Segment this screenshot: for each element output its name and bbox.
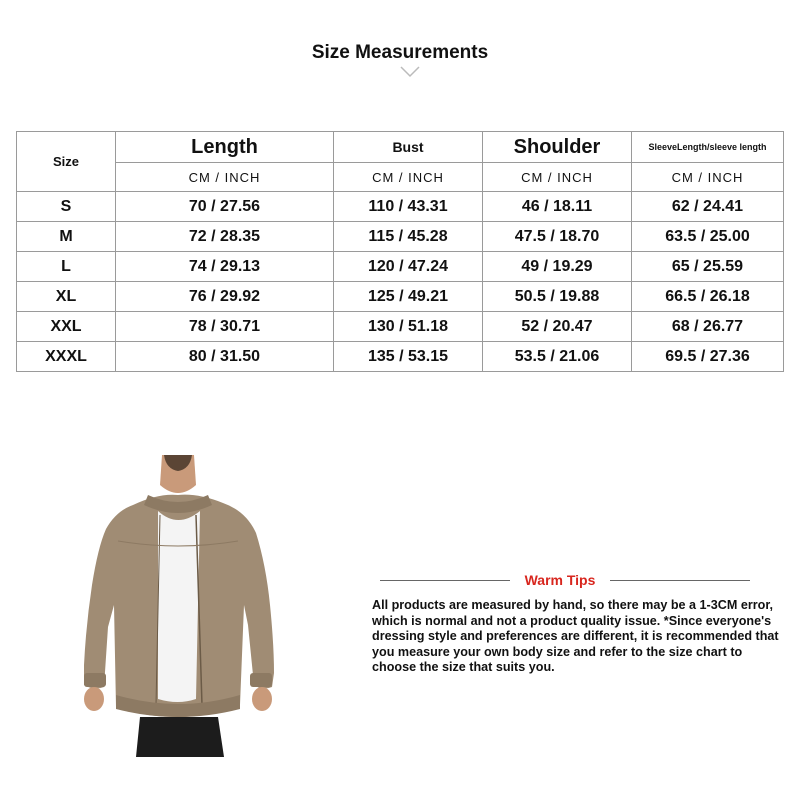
t-shirt <box>158 511 200 702</box>
table-row <box>17 252 784 282</box>
right-cuff <box>250 673 272 687</box>
right-hand <box>252 687 272 711</box>
size-cell: S <box>17 192 116 222</box>
size-cell: L <box>17 252 116 282</box>
table-row <box>17 192 784 222</box>
chevron-down-icon <box>400 66 420 78</box>
shoulder-cell: 50.5 / 19.88 <box>483 282 632 312</box>
sleeve-cell: 65 / 25.59 <box>632 252 784 282</box>
shoulder-cell: 52 / 20.47 <box>483 312 632 342</box>
size-cell: XL <box>17 282 116 312</box>
sleeve-column-header: SleeveLength/sleeve length <box>632 132 784 163</box>
unit-label: CM / INCH <box>632 163 784 192</box>
length-cell: 72 / 28.35 <box>116 222 334 252</box>
table-row <box>17 342 784 372</box>
table-row <box>17 222 784 252</box>
sleeve-cell: 66.5 / 26.18 <box>632 282 784 312</box>
pants <box>136 717 224 757</box>
bust-column-header: Bust <box>334 132 483 163</box>
length-cell: 74 / 29.13 <box>116 252 334 282</box>
bust-cell: 115 / 45.28 <box>334 222 483 252</box>
left-hand <box>84 687 104 711</box>
warm-tips-text: All products are measured by hand, so there may be a 1-3CM error, which is normal and not a product quality issue. *Since everyone's dressing style and preferences are different, it is recommended that you measure your own body size and refer to the size chart to choose the size that suits you. <box>372 598 779 674</box>
unit-label: CM / INCH <box>116 163 334 192</box>
sleeve-cell: 68 / 26.77 <box>632 312 784 342</box>
left-cuff <box>84 673 106 687</box>
sleeve-cell: 63.5 / 25.00 <box>632 222 784 252</box>
unit-label: CM / INCH <box>483 163 632 192</box>
shoulder-cell: 49 / 19.29 <box>483 252 632 282</box>
bust-cell: 110 / 43.31 <box>334 192 483 222</box>
size-column-header: Size <box>17 132 116 192</box>
shoulder-cell: 47.5 / 18.70 <box>483 222 632 252</box>
sleeve-cell: 69.5 / 27.36 <box>632 342 784 372</box>
warm-tips-title: Warm Tips <box>524 572 596 588</box>
bust-cell: 135 / 53.15 <box>334 342 483 372</box>
size-cell: XXXL <box>17 342 116 372</box>
length-cell: 80 / 31.50 <box>116 342 334 372</box>
table-row <box>17 282 784 312</box>
bust-cell: 120 / 47.24 <box>334 252 483 282</box>
shoulder-cell: 46 / 18.11 <box>483 192 632 222</box>
divider-right <box>610 580 750 581</box>
unit-label: CM / INCH <box>334 163 483 192</box>
table-unit-row <box>17 163 784 192</box>
shoulder-cell: 53.5 / 21.06 <box>483 342 632 372</box>
length-cell: 70 / 27.56 <box>116 192 334 222</box>
length-cell: 76 / 29.92 <box>116 282 334 312</box>
table-header-row <box>17 132 784 163</box>
length-column-header: Length <box>116 132 334 163</box>
product-photo <box>78 455 278 757</box>
page-title: Size Measurements <box>311 42 489 63</box>
length-cell: 78 / 30.71 <box>116 312 334 342</box>
size-cell: M <box>17 222 116 252</box>
table-row <box>17 312 784 342</box>
sleeve-cell: 62 / 24.41 <box>632 192 784 222</box>
bust-cell: 130 / 51.18 <box>334 312 483 342</box>
divider-left <box>380 580 510 581</box>
size-cell: XXL <box>17 312 116 342</box>
bust-cell: 125 / 49.21 <box>334 282 483 312</box>
shoulder-column-header: Shoulder <box>483 132 632 163</box>
size-chart-table <box>16 131 784 372</box>
